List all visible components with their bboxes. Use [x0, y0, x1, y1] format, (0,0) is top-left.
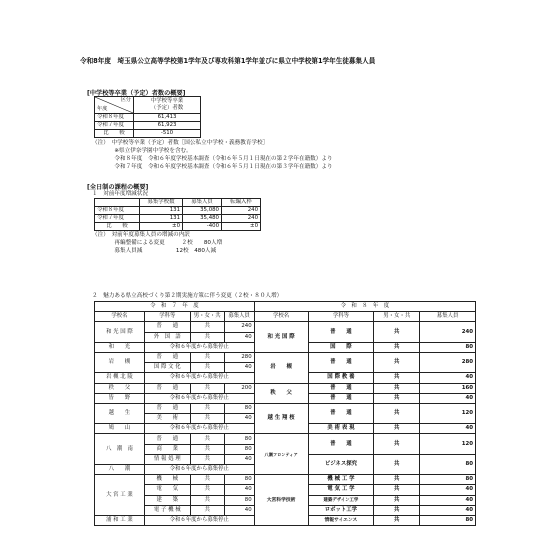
table-row: 比 較 -510 — [95, 130, 201, 138]
table-row: 八 潮 令和６年度から募集停止 — [95, 465, 476, 475]
table-row: 国 際 文 化 共 40 — [95, 363, 476, 373]
table-row: 八 潮 南 普 通 共 80 八潮フロンティア 普 通 共 120 — [95, 434, 476, 444]
table-row: 令和７年度 131 35,480 240 — [95, 215, 261, 223]
table-row: 令和７年度 61,923 — [95, 122, 201, 130]
section2-sub1: １ 対前年度増減状況 — [92, 191, 148, 197]
header-nendo: 年度 — [97, 106, 108, 112]
table-row: 令和８年度 61,413 — [95, 114, 201, 122]
table-row: 大 宮 工 業 機 械 共 80 大宮科学技術 機 械 工 学 共 80 — [95, 475, 476, 485]
table-row: 外 国 語 共 40 — [95, 332, 476, 342]
table-row: 建 築 共 80 建築デザイン工学 共 40 — [95, 495, 476, 505]
diagonal-header-cell — [95, 97, 134, 114]
reorganization-table: 令 和 ７ 年 度 令 和 ８ 年 度 学校名 学科等 男・女・共 募集人員 学校名 学科等 男・女・共 募集人員 和 光 国 際 普 通 共 240 和 光 国 際 普 通 共 240 外 国 語 共 40 和 光 令和６年度から募集停止 国 際 共 80 岩 槻 普 通 共 280 岩 槻 普 通 共 280 国 際 文 化 共 40 岩 槻 北 陵 令和６年度から募集停止 国 際 教 養 共 40 秩 父 普 通 共 200 秩 父 普 通 共 160 皆 野 令和６年度から募集停止 普 通 共 40 越 生 普 通 共 80 越 生 翔 桜 普 通 共 120 美 術 共 40 鳩 山 令和６年度から募集停止 美 術 表 現 共 40 八 潮 南 普 通 共 80 八潮フロンティア 普 通 共 120 商 業 共 80 情 報 処 理 共 40 ビジネス探究 共 80 八 潮 令和６年度から募集停止 大 宮 工 業 機 械 共 80 大宮科学技術 機 械 工 学 共 80 電 気 共 40 電 気 工 学 共 40 建 築 共 80 建築デザイン工学 共 40 電 子 機 械 共 40 ロボット工学 共 40 浦 和 工 業 令和６年度から募集停止 情報サイエンス 共 80 — [94, 301, 476, 526]
enrollment-change-table: 募集学校数 募集人員 転編入枠 令和８年度 131 35,080 240 令和７年度 131 35,480 240 比 較 ±0 -400 ±0 — [94, 198, 261, 231]
table-row: 電 気 共 40 電 気 工 学 共 40 — [95, 485, 476, 495]
table-row: 皆 野 令和６年度から募集停止 普 通 共 40 — [95, 393, 476, 403]
table-row: 美 術 共 40 — [95, 414, 476, 424]
section3-heading: ２ 魅力ある県立高校づくり第２期実施方策に伴う変更（２校・８０人増） — [92, 293, 283, 299]
table-row: 令和８年度 131 35,080 240 — [95, 207, 261, 215]
header-kubun: 区分 — [120, 97, 131, 103]
table-row: 商 業 共 80 — [95, 444, 476, 454]
table-row: 情 報 処 理 共 40 ビジネス探究 共 80 — [95, 454, 476, 464]
section1-heading: [中学校等卒業（予定）者数の概要] — [87, 90, 186, 97]
section2-notes: （注） 対前年度募集人員の増減の内訳 再編整備による変更 ２校 80人増 募集人員減 12校 480人減 — [92, 232, 223, 254]
table-row: 和 光 国 際 普 通 共 240 和 光 国 際 普 通 共 240 — [95, 322, 476, 332]
section2-heading: [全日制の課程の概要] — [87, 184, 149, 191]
section1-notes: （注） 中学校等卒業（予定）者数［国公私立中学校・義務教育学校］ ※県立伊奈学園中学校を含む。 令和８年度 令和６年度学校基本調査（令和６年５月１日現在の第２学年在籍数）より 令和７年度 令和６年度学校基本調査（令和６年５月１日現在の第３学年在籍数）より — [92, 140, 333, 170]
table-row: 秩 父 普 通 共 200 秩 父 普 通 共 160 — [95, 383, 476, 393]
page-title: 令和8年度 埼玉県公立高等学校第1学年及び専攻科第1学年並びに県立中学校第1学年生徒募集人員 — [80, 57, 376, 65]
table-row: 浦 和 工 業 令和６年度から募集停止 情報サイエンス 共 80 — [95, 515, 476, 525]
table-row: 比 較 ±0 -400 ±0 — [95, 223, 261, 231]
header-graduates: 中学校等卒業 （予定）者数 — [134, 97, 201, 114]
table-row: 越 生 普 通 共 80 越 生 翔 桜 普 通 共 120 — [95, 403, 476, 413]
graduates-table — [94, 96, 201, 138]
table-row: 岩 槻 普 通 共 280 岩 槻 普 通 共 280 — [95, 352, 476, 362]
table-row: 電 子 機 械 共 40 ロボット工学 共 40 — [95, 505, 476, 515]
